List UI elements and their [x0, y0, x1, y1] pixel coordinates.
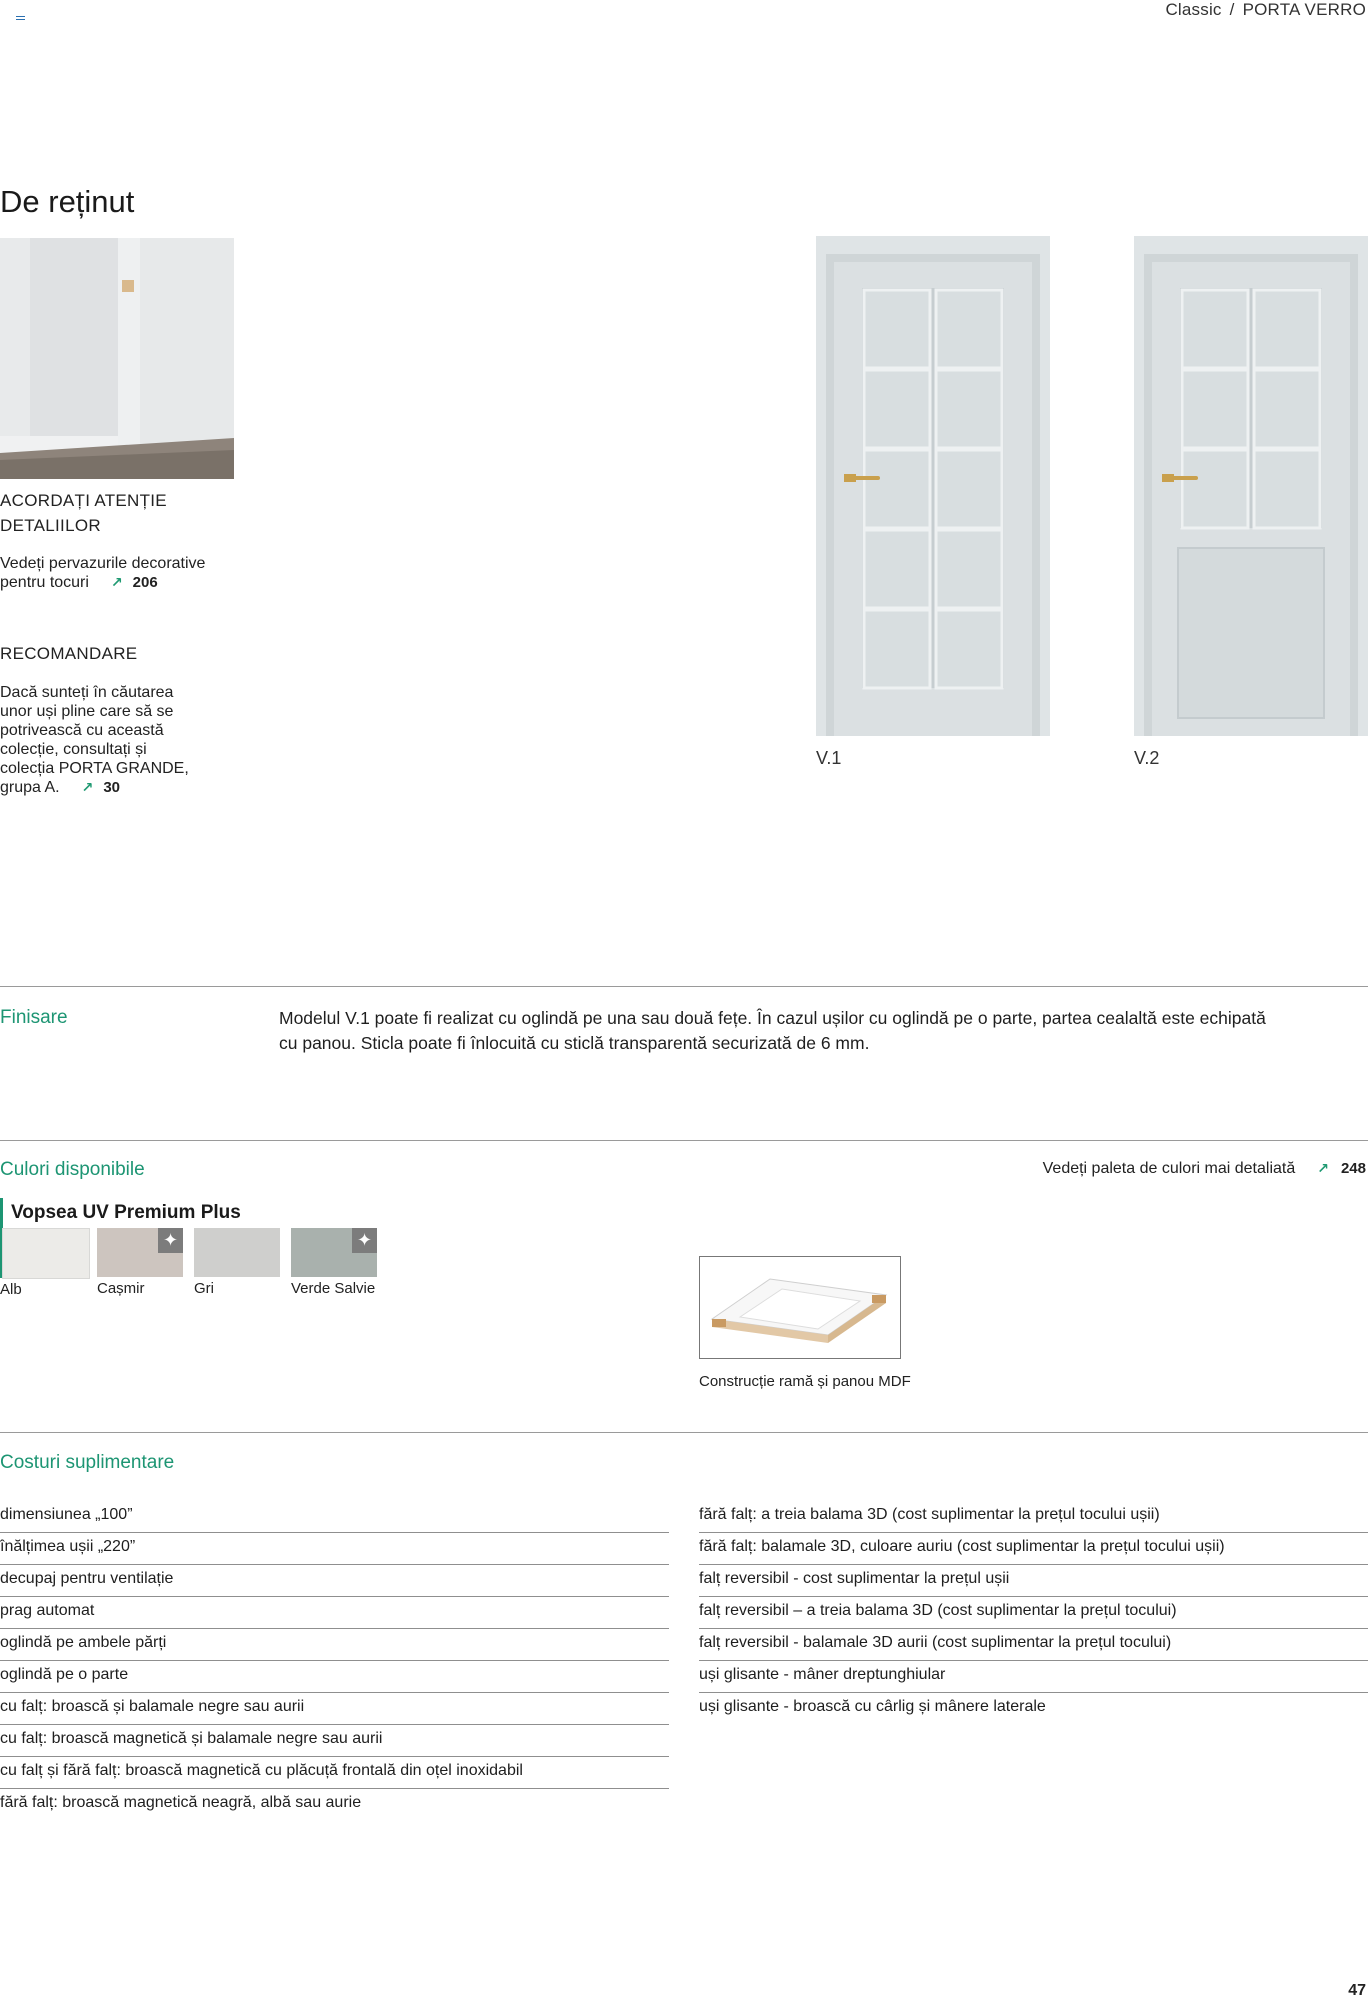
page-ref-248[interactable]: 248 [1340, 1160, 1366, 1177]
menu-icon[interactable] [16, 16, 25, 23]
list-item: prag automat [0, 1597, 669, 1629]
swatch-label-verde-salvie: Verde Salvie [291, 1280, 376, 1297]
recommendation-heading: RECOMANDARE [0, 644, 138, 663]
breadcrumb [1165, 0, 1366, 20]
list-item: uși glisante - broască cu cârlig și mânere laterale [699, 1698, 1046, 1715]
mdf-construction-image [699, 1256, 901, 1359]
list-item: fără falț: a treia balama 3D (cost suplimentar la prețul tocului ușii) [699, 1501, 1368, 1533]
finishing-title: Finisare [0, 1007, 68, 1028]
door-v1-image [816, 236, 1050, 736]
swatch-casmir[interactable] [97, 1228, 183, 1277]
swatch-label-casmir: Cașmir [97, 1280, 145, 1297]
list-item: cu falț: broască și balamale negre sau aurii [0, 1693, 669, 1725]
divider [0, 1140, 1368, 1141]
divider [0, 1432, 1368, 1433]
breadcrumb-item-porta-verro[interactable]: PORTA VERRO [1242, 0, 1366, 19]
list-item: uși glisante - mâner dreptunghiular [699, 1661, 1368, 1693]
sparkle-icon: ✦ [352, 1228, 377, 1253]
mdf-caption: Construcție ramă și panou MDF [699, 1373, 911, 1390]
list-item: fără falț: balamale 3D, culoare auriu (cost suplimentar la prețul tocului ușii) [699, 1533, 1368, 1565]
paint-title: Vopsea UV Premium Plus [11, 1202, 241, 1223]
list-item: oglindă pe ambele părți [0, 1629, 669, 1661]
door-v2-image [1134, 236, 1368, 736]
attention-heading: ACORDAȚI ATENȚIE DETALIILOR [0, 491, 167, 535]
arrow-up-right-icon[interactable]: ↗ [81, 779, 94, 795]
swatch-gri[interactable] [194, 1228, 280, 1277]
swatch-label-gri: Gri [194, 1280, 214, 1297]
attention-text: Vedeți pervazurile decorative pentru tocuri ↗ 206 [0, 555, 206, 591]
costs-right-list [699, 1501, 1368, 1724]
costs-title: Costuri suplimentare [0, 1452, 175, 1473]
list-item: falț reversibil - cost suplimentar la prețul ușii [699, 1565, 1368, 1597]
breadcrumb-item-classic[interactable]: Classic [1165, 0, 1222, 19]
arrow-up-right-icon[interactable]: ↗ [1317, 1160, 1329, 1176]
colors-title: Culori disponibile [0, 1159, 145, 1180]
swatch-verde-salvie[interactable] [291, 1228, 377, 1277]
list-item: înălțimea ușii „220” [0, 1533, 669, 1565]
page-number: 47 [1348, 1982, 1366, 1999]
list-item: falț reversibil – a treia balama 3D (cost suplimentar la prețul tocului) [699, 1597, 1368, 1629]
swatch-alb[interactable] [2, 1228, 90, 1279]
page-ref-206[interactable]: 206 [132, 574, 158, 591]
page-title: De reținut [0, 184, 135, 219]
recommendation-text: Dacă sunteți în căutarea unor uși pline care să se potrivească cu această colecție, consultați și colecția PORTA GRANDE, grupa A. ↗ 30 [0, 684, 189, 796]
swatch-label-alb: Alb [0, 1281, 22, 1298]
breadcrumb-separator: / [1229, 0, 1235, 19]
list-item: cu falț și fără falț: broască magnetică cu plăcuță frontală din oțel inoxidabil [0, 1757, 669, 1789]
page-ref-30[interactable]: 30 [103, 779, 121, 796]
skirting-detail-photo [0, 238, 234, 479]
door-v1-caption: V.1 [816, 748, 842, 768]
finishing-text: Modelul V.1 poate fi realizat cu oglindă pe una sau două fețe. În cazul ușilor cu oglindă pe o parte, partea cealaltă este echipată cu panou. Sticla poate fi înlocuită cu sticlă transparentă securizată de 6 mm. [279, 1008, 1266, 1053]
sparkle-icon: ✦ [158, 1228, 183, 1253]
costs-left-list [0, 1501, 669, 1820]
list-item: fără falț: broască magnetică neagră, albă sau aurie [0, 1794, 362, 1811]
list-item: dimensiunea „100” [0, 1501, 669, 1533]
divider [0, 986, 1368, 987]
arrow-up-right-icon[interactable]: ↗ [110, 574, 123, 590]
palette-link[interactable]: Vedeți paleta de culori mai detaliată ↗ 248 [1042, 1160, 1366, 1177]
door-v2-caption: V.2 [1134, 748, 1160, 768]
list-item: falț reversibil - balamale 3D aurii (cost suplimentar la prețul tocului) [699, 1629, 1368, 1661]
list-item: decupaj pentru ventilație [0, 1565, 669, 1597]
list-item: oglindă pe o parte [0, 1661, 669, 1693]
list-item: cu falț: broască magnetică și balamale negre sau aurii [0, 1725, 669, 1757]
